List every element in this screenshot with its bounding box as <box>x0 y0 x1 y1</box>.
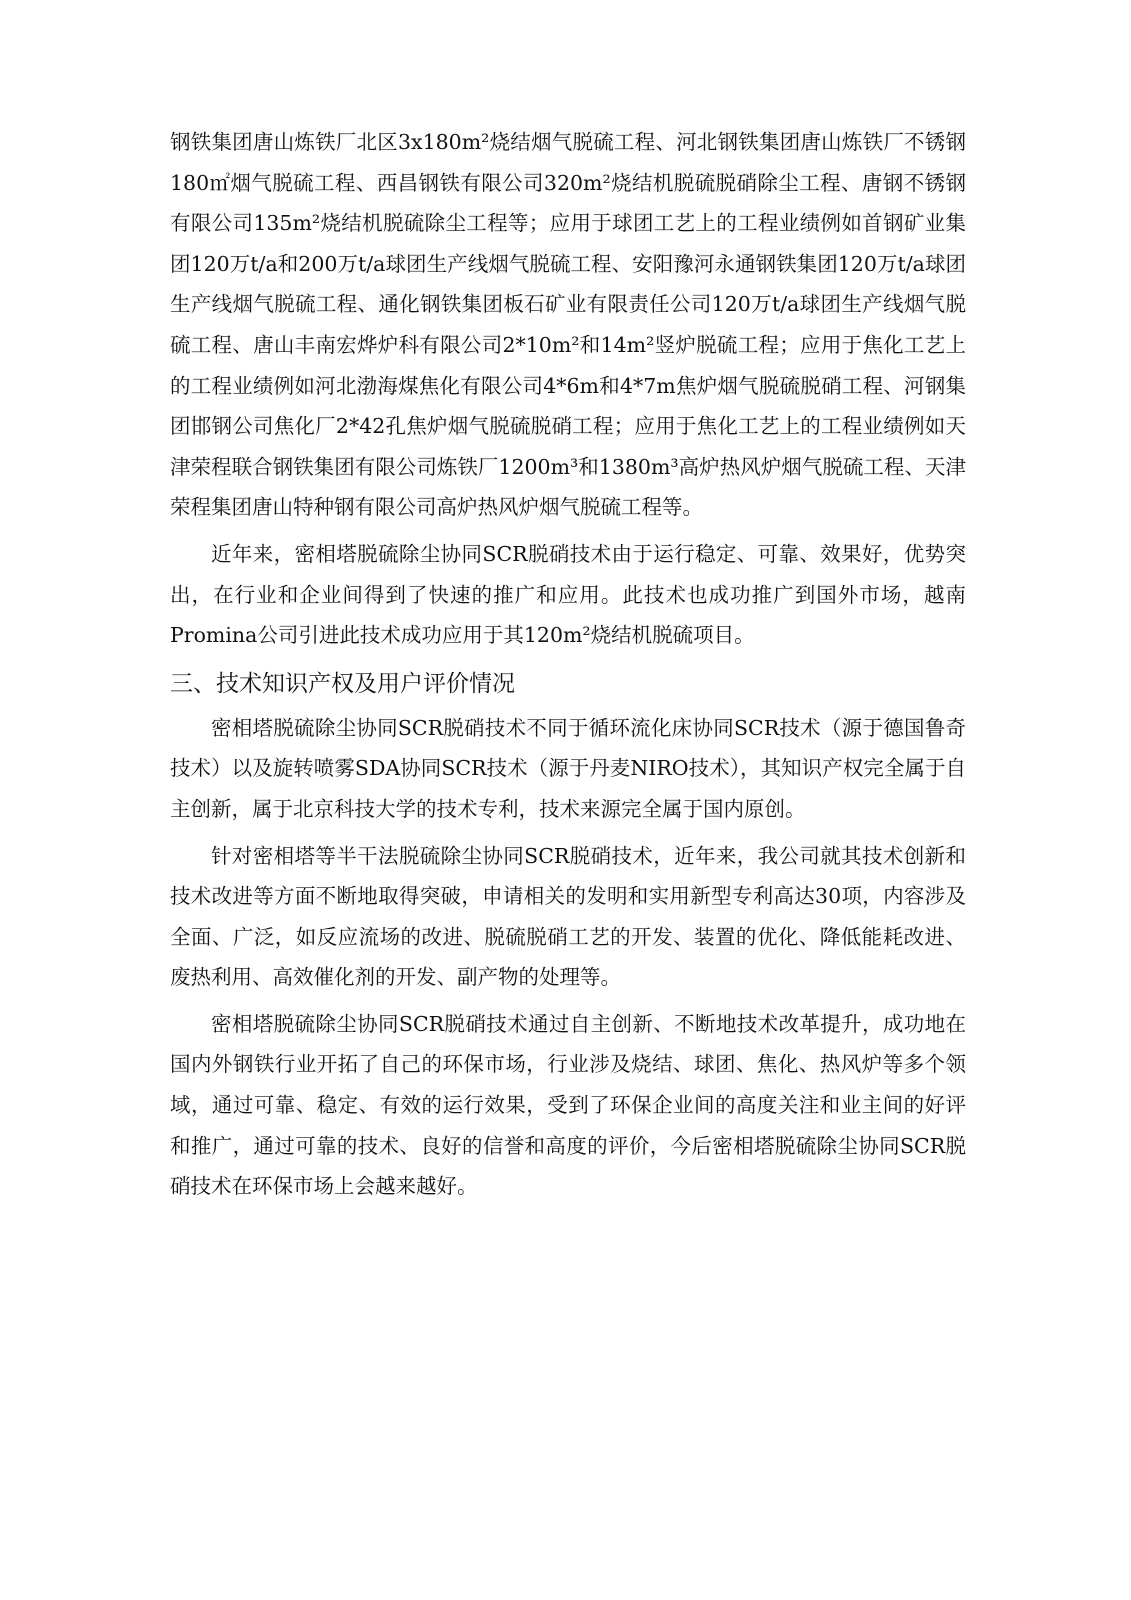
paragraph-user-evaluation: 密相塔脱硫除尘协同SCR脱硝技术通过自主创新、不断地技术改革提升，成功地在国内外钢铁行业开拓了自己的环保市场，行业涉及烧结、球团、焦化、热风炉等多个领域，通过可靠、稳定、有效的运行效果，受到了环保企业间的高度关注和业主间的好评和推广，通过可靠的技术、良好的信誉和高度的评价，今后密相塔脱硫除尘协同SCR脱硝技术在环保市场上会越来越好。 <box>170 1011 966 1199</box>
paragraph-patents: 针对密相塔等半干法脱硫除尘协同SCR脱硝技术，近年来，我公司就其技术创新和技术改进等方面不断地取得突破，申请相关的发明和实用新型专利高达30项，内容涉及全面、广泛，如反应流场的改进、脱硫脱硝工艺的开发、装置的优化、降低能耗改进、废热利用、高效催化剂的开发、副产物的处理等。 <box>170 843 966 990</box>
paragraph-recent-years: 近年来，密相塔脱硫除尘协同SCR脱硝技术由于运行稳定、可靠、效果好，优势突出，在行业和企业间得到了快速的推广和应用。此技术也成功推广到国外市场，越南Promina公司引进此技术成功应用于其120m²烧结机脱硫项目。 <box>170 541 966 648</box>
section-heading: 三、技术知识产权及用户评价情况 <box>170 670 515 697</box>
document-page <box>170 122 966 1213</box>
paragraph-project-list: 钢铁集团唐山炼铁厂北区3x180m²烧结烟气脱硫工程、河北钢铁集团唐山炼铁厂不锈钢180㎡烟气脱硫工程、西昌钢铁有限公司320m²烧结机脱硫脱硝除尘工程、唐钢不锈钢有限公司135m²烧结机脱硫除尘工程等；应用于球团工艺上的工程业绩例如首钢矿业集团120万t/a和200万t/a球团生产线烟气脱硫工程、安阳豫河永通钢铁集团120万t/a球团生产线烟气脱硫工程、通化钢铁集团板石矿业有限责任公司120万t/a球团生产线烟气脱硫工程、唐山丰南宏烨炉科有限公司2*10m²和14m²竖炉脱硫工程；应用于焦化工艺上的工程业绩例如河北渤海煤焦化有限公司4*6m和4*7m焦炉烟气脱硫脱硝工程、河钢集团邯钢公司焦化厂2*42孔焦炉烟气脱硫脱硝工程；应用于焦化工艺上的工程业绩例如天津荣程联合钢铁集团有限公司炼铁厂1200m³和1380m³高炉热风炉烟气脱硫工程、天津荣程集团唐山特种钢有限公司高炉热风炉烟气脱硫工程等。 <box>170 130 966 520</box>
paragraph-ip-origin: 密相塔脱硫除尘协同SCR脱硝技术不同于循环流化床协同SCR技术（源于德国鲁奇技术）以及旋转喷雾SDA协同SCR技术（源于丹麦NIRO技术），其知识产权完全属于自主创新，属于北京科技大学的技术专利，技术来源完全属于国内原创。 <box>170 715 966 821</box>
